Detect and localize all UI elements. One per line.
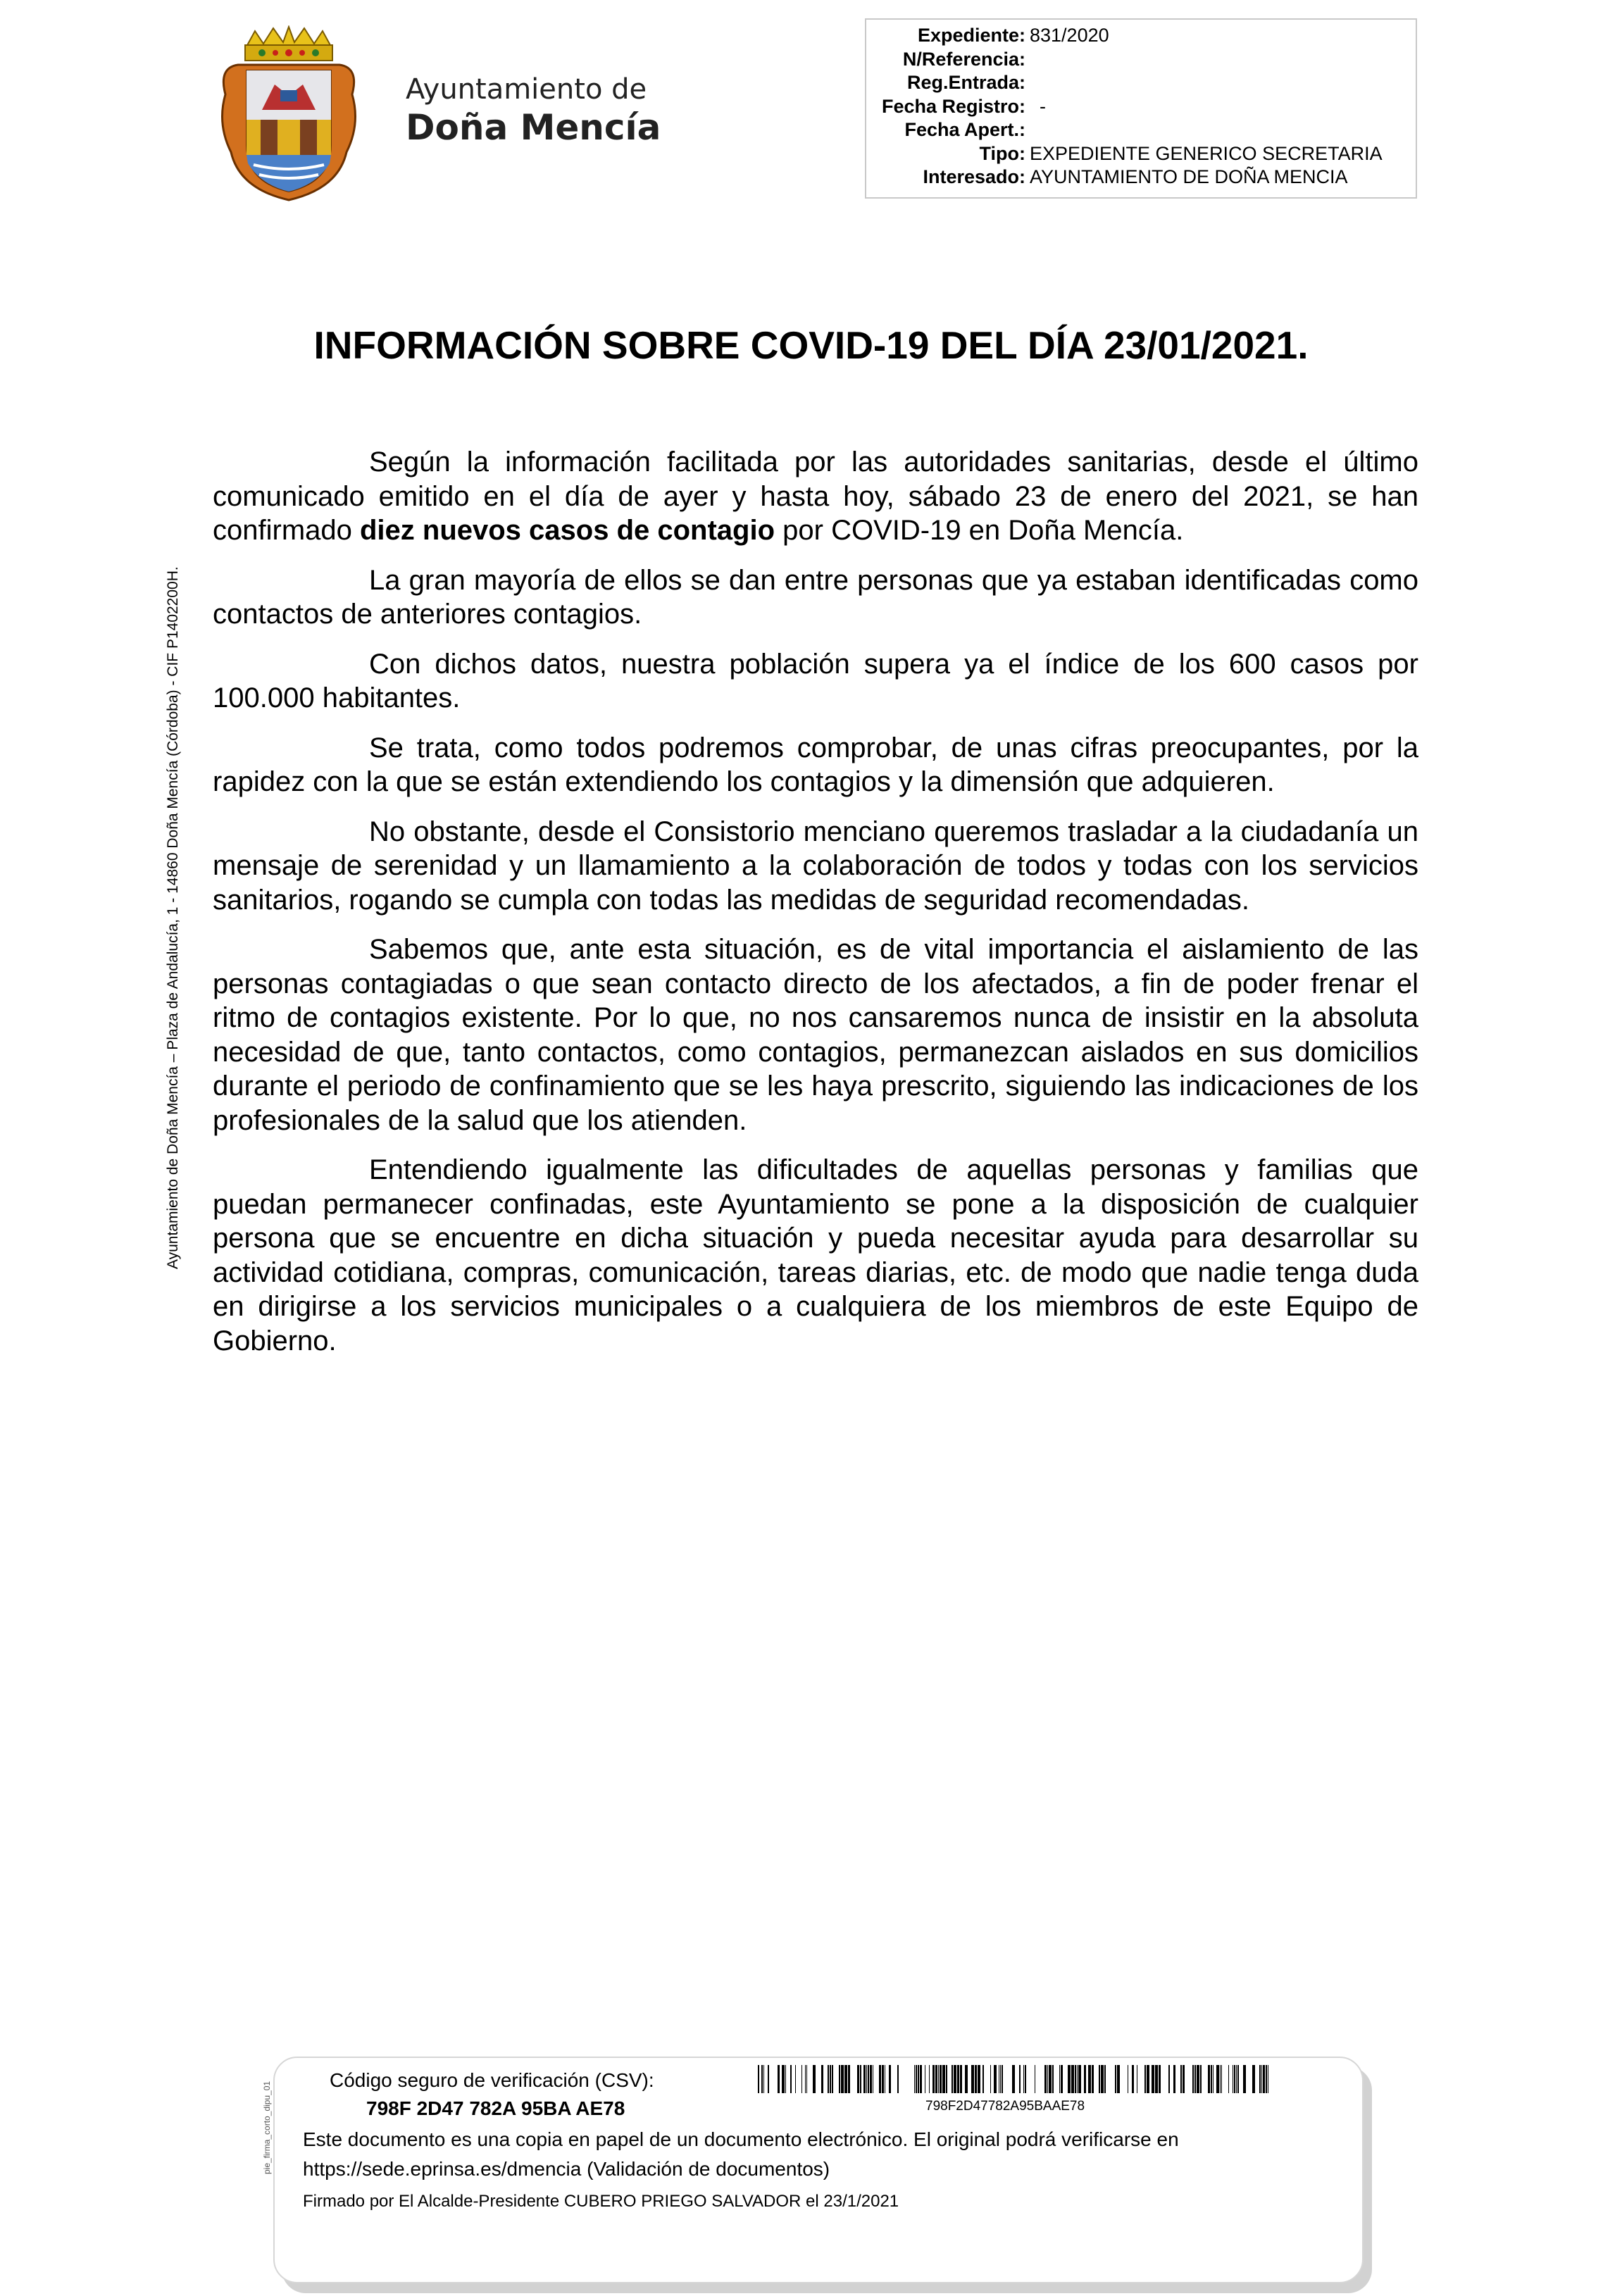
organization-name-line2: Doña Mencía: [406, 107, 661, 148]
meta-row-fecha-apert: [866, 118, 1416, 142]
csv-code: 798F 2D47 782A 95BA AE78: [366, 2097, 625, 2119]
meta-row-fecha-registro: [866, 95, 1416, 119]
meta-row-reg-entrada: [866, 71, 1416, 95]
csv-label: Código seguro de verificación (CSV):: [330, 2069, 654, 2091]
copy-notice-line1: Este documento es una copia en papel de un documento electrónico. El original podrá verificarse en: [303, 2128, 1179, 2150]
document-title: INFORMACIÓN SOBRE COVID-19 DEL DÍA 23/01/2021.: [313, 323, 1309, 367]
address-side-text: Ayuntamiento de Doña Mencía – Plaza de Andalucía, 1 - 14860 Doña Mencía (Córdoba) - CIF P1402200H.: [165, 566, 181, 1269]
paragraph-text: por COVID-19 en Doña Mencía.: [775, 515, 1184, 546]
meta-row-referencia: [866, 48, 1416, 72]
meta-label: Fecha Apert.:: [904, 119, 1025, 141]
barcode-icon: [758, 2065, 1271, 2093]
paragraph-6: Sabemos que, ante esta situación, es de vital importancia el aislamiento de las personas contagiadas o que sean contacto directo de los afectados, a fin de poder frenar el ritmo de contagios existente. Por lo que, no nos cansaremos nunca de insistir en la absoluta necesidad de que, tanto contactos, como contagios, permanezcan aislados en sus domicilios durante el periodo de confinamiento que se les haya prescrito, siguiendo las indicaciones de los profesionales de la salud que los atienden.: [213, 934, 1418, 1136]
meta-label: Reg.Entrada:: [906, 72, 1025, 94]
meta-label: Fecha Registro:: [881, 95, 1025, 117]
paragraph-3: Con dichos datos, nuestra población supera ya el índice de los 600 casos por 100.000 habitantes.: [213, 648, 1418, 713]
meta-value: AYUNTAMIENTO DE DOÑA MENCIA: [1030, 166, 1348, 188]
verification-url-line[interactable]: https://sede.eprinsa.es/dmencia (Validación de documentos): [303, 2158, 830, 2180]
paragraph-text: Según la información facilitada por las autoridades sanitarias, desde el último comunicado emitido en el día de ayer y hasta hoy, sábado 23 de enero del 2021, se han confirmado: [213, 447, 1418, 546]
meta-value: EXPEDIENTE GENERICO SECRETARIA: [1030, 142, 1383, 164]
paragraph-5: No obstante, desde el Consistorio menciano queremos trasladar a la ciudadanía un mensaje de serenidad y un llamamiento a la colaboración de todos y todas con los servicios sanitarios, rogando se cumpla con todas las medidas de seguridad recomendadas.: [213, 816, 1418, 916]
form-code-text: pie_firma_corto_dipu_01: [262, 2080, 272, 2174]
meta-label: Interesado:: [923, 166, 1025, 188]
paragraph-2: La gran mayoría de ellos se dan entre personas que ya estaban identificadas como contactos de anteriores contagios.: [213, 564, 1418, 630]
meta-value: -: [1040, 95, 1046, 117]
meta-row-expediente: [866, 24, 1416, 48]
organization-name-line1: Ayuntamiento de: [406, 73, 647, 106]
meta-label: Expediente:: [917, 25, 1025, 46]
coat-of-arms-logo: [218, 25, 359, 203]
meta-label: Tipo:: [979, 142, 1025, 164]
meta-row-interesado: [866, 166, 1416, 189]
paragraph-7: Entendiendo igualmente las dificultades de aquellas personas y familias que puedan permanecer confinadas, este Ayuntamiento se pone a la disposición de cualquier persona que se encuentre en dicha situación y pueda necesitar ayuda para desarrollar su actividad cotidiana, compras, comunicación, tareas diarias, etc. de modo que nadie tenga duda en dirigirse a los servicios municipales o a cualquiera de los miembros de este Equipo de Gobierno.: [213, 1154, 1418, 1356]
signature-line: Firmado por El Alcalde-Presidente CUBERO PRIEGO SALVADOR el 23/1/2021: [303, 2192, 899, 2211]
highlighted-text: diez nuevos casos de contagio: [359, 515, 775, 546]
meta-value: 831/2020: [1030, 25, 1109, 46]
paragraph-1: [213, 445, 1418, 548]
barcode-caption: 798F2D47782A95BAAE78: [925, 2099, 1085, 2114]
file-metadata-box: [865, 18, 1417, 199]
meta-label: N/Referencia:: [902, 48, 1025, 70]
document-body: [213, 445, 1418, 1373]
crown-icon: [245, 27, 332, 61]
paragraph-4: Se trata, como todos podremos comprobar, de unas cifras preocupantes, por la rapidez con la que se están extendiendo los contagios y la dimensión que adquieren.: [213, 732, 1418, 797]
meta-row-tipo: [866, 142, 1416, 166]
